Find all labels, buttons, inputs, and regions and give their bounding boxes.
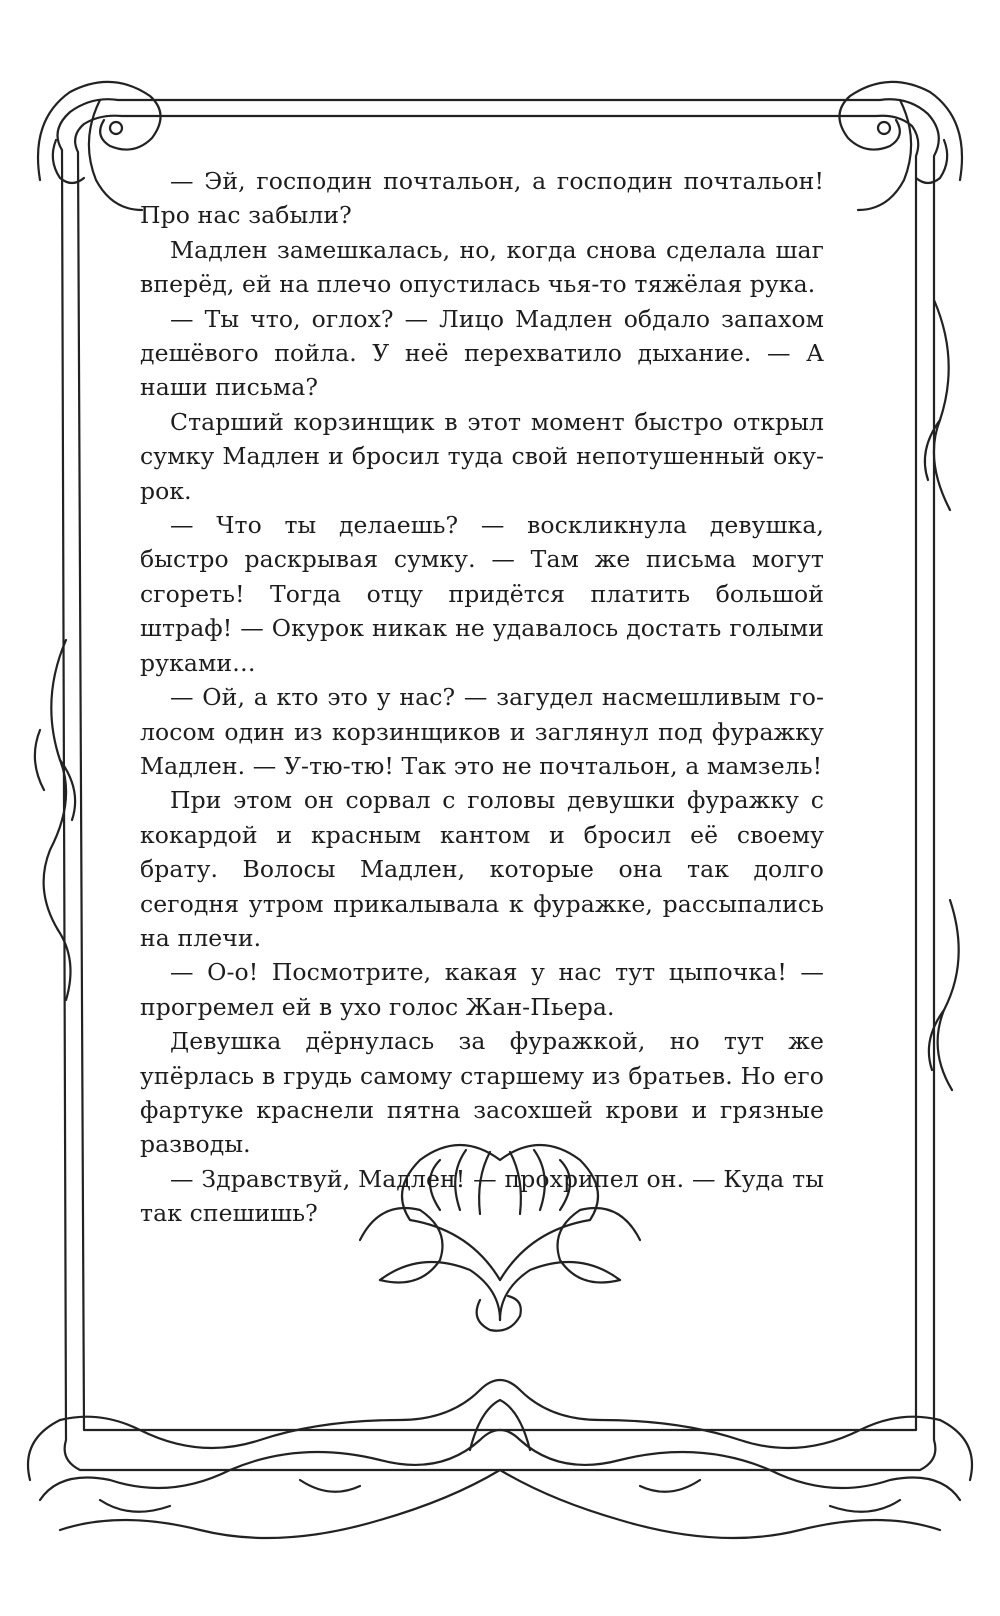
bottom-ornament-band bbox=[28, 1380, 972, 1538]
paragraph: Старший корзинщик в этот момент быстро открыл сумку Мадлен и бросил туда свой непотушенный окурок. bbox=[140, 407, 824, 505]
corner-ornament-top-right bbox=[839, 82, 962, 210]
paragraph: — Что ты делаешь? — воскликнула девушка, быстро раскрывая сумку. — Там же письма могут сгореть! Тогда отцу придётся платить большой штраф! — Окурок никак не удавалось достать голыми руками… bbox=[140, 511, 824, 677]
paragraph: Мадлен замешкалась, но, когда снова сделала шаг вперёд, ей на плечо опустилась чья-то тяжёлая рука. bbox=[140, 235, 824, 299]
paragraph: — Здравствуй, Мадлен! — прохрипел он. — Куда ты так спешишь? bbox=[140, 1164, 824, 1228]
side-ornament-right bbox=[925, 300, 959, 1090]
story-text bbox=[140, 164, 824, 1231]
side-ornament-left bbox=[35, 640, 75, 1000]
paragraph: — Эй, господин почтальон, а господин почтальон! Про нас забыли? bbox=[140, 167, 824, 230]
paragraph: Девушка дёрнулась за фуражкой, но тут же упёрлась в грудь самому старшему из братьев. Но его фартуке краснели пятна засохшей крови и грязные разводы. bbox=[140, 1027, 824, 1159]
paragraph: При этом он сорвал с головы девушки фуражку с кокардой и красным кантом и бросил её своему брату. Волосы Мадлен, которые она так долго сегодня утром прикалывала к фуражке, рассыпались на плечи. bbox=[140, 786, 824, 952]
paragraph: — О-о! Посмотрите, какая у нас тут цыпочка! — прогремел ей в ухо голос Жан-Пьера. bbox=[140, 958, 824, 1021]
paragraph: — Ты что, оглох? — Лицо Мадлен обдало запахом дешёвого пойла. У неё перехватило дыхание. — А наши письма? bbox=[140, 304, 824, 402]
paragraph: — Ой, а кто это у нас? — загудел насмешливым голосом один из корзинщиков и заглянул под фуражку Мадлен. — У-тю-тю! Так это не почтальон, а мамзель! bbox=[140, 683, 824, 780]
